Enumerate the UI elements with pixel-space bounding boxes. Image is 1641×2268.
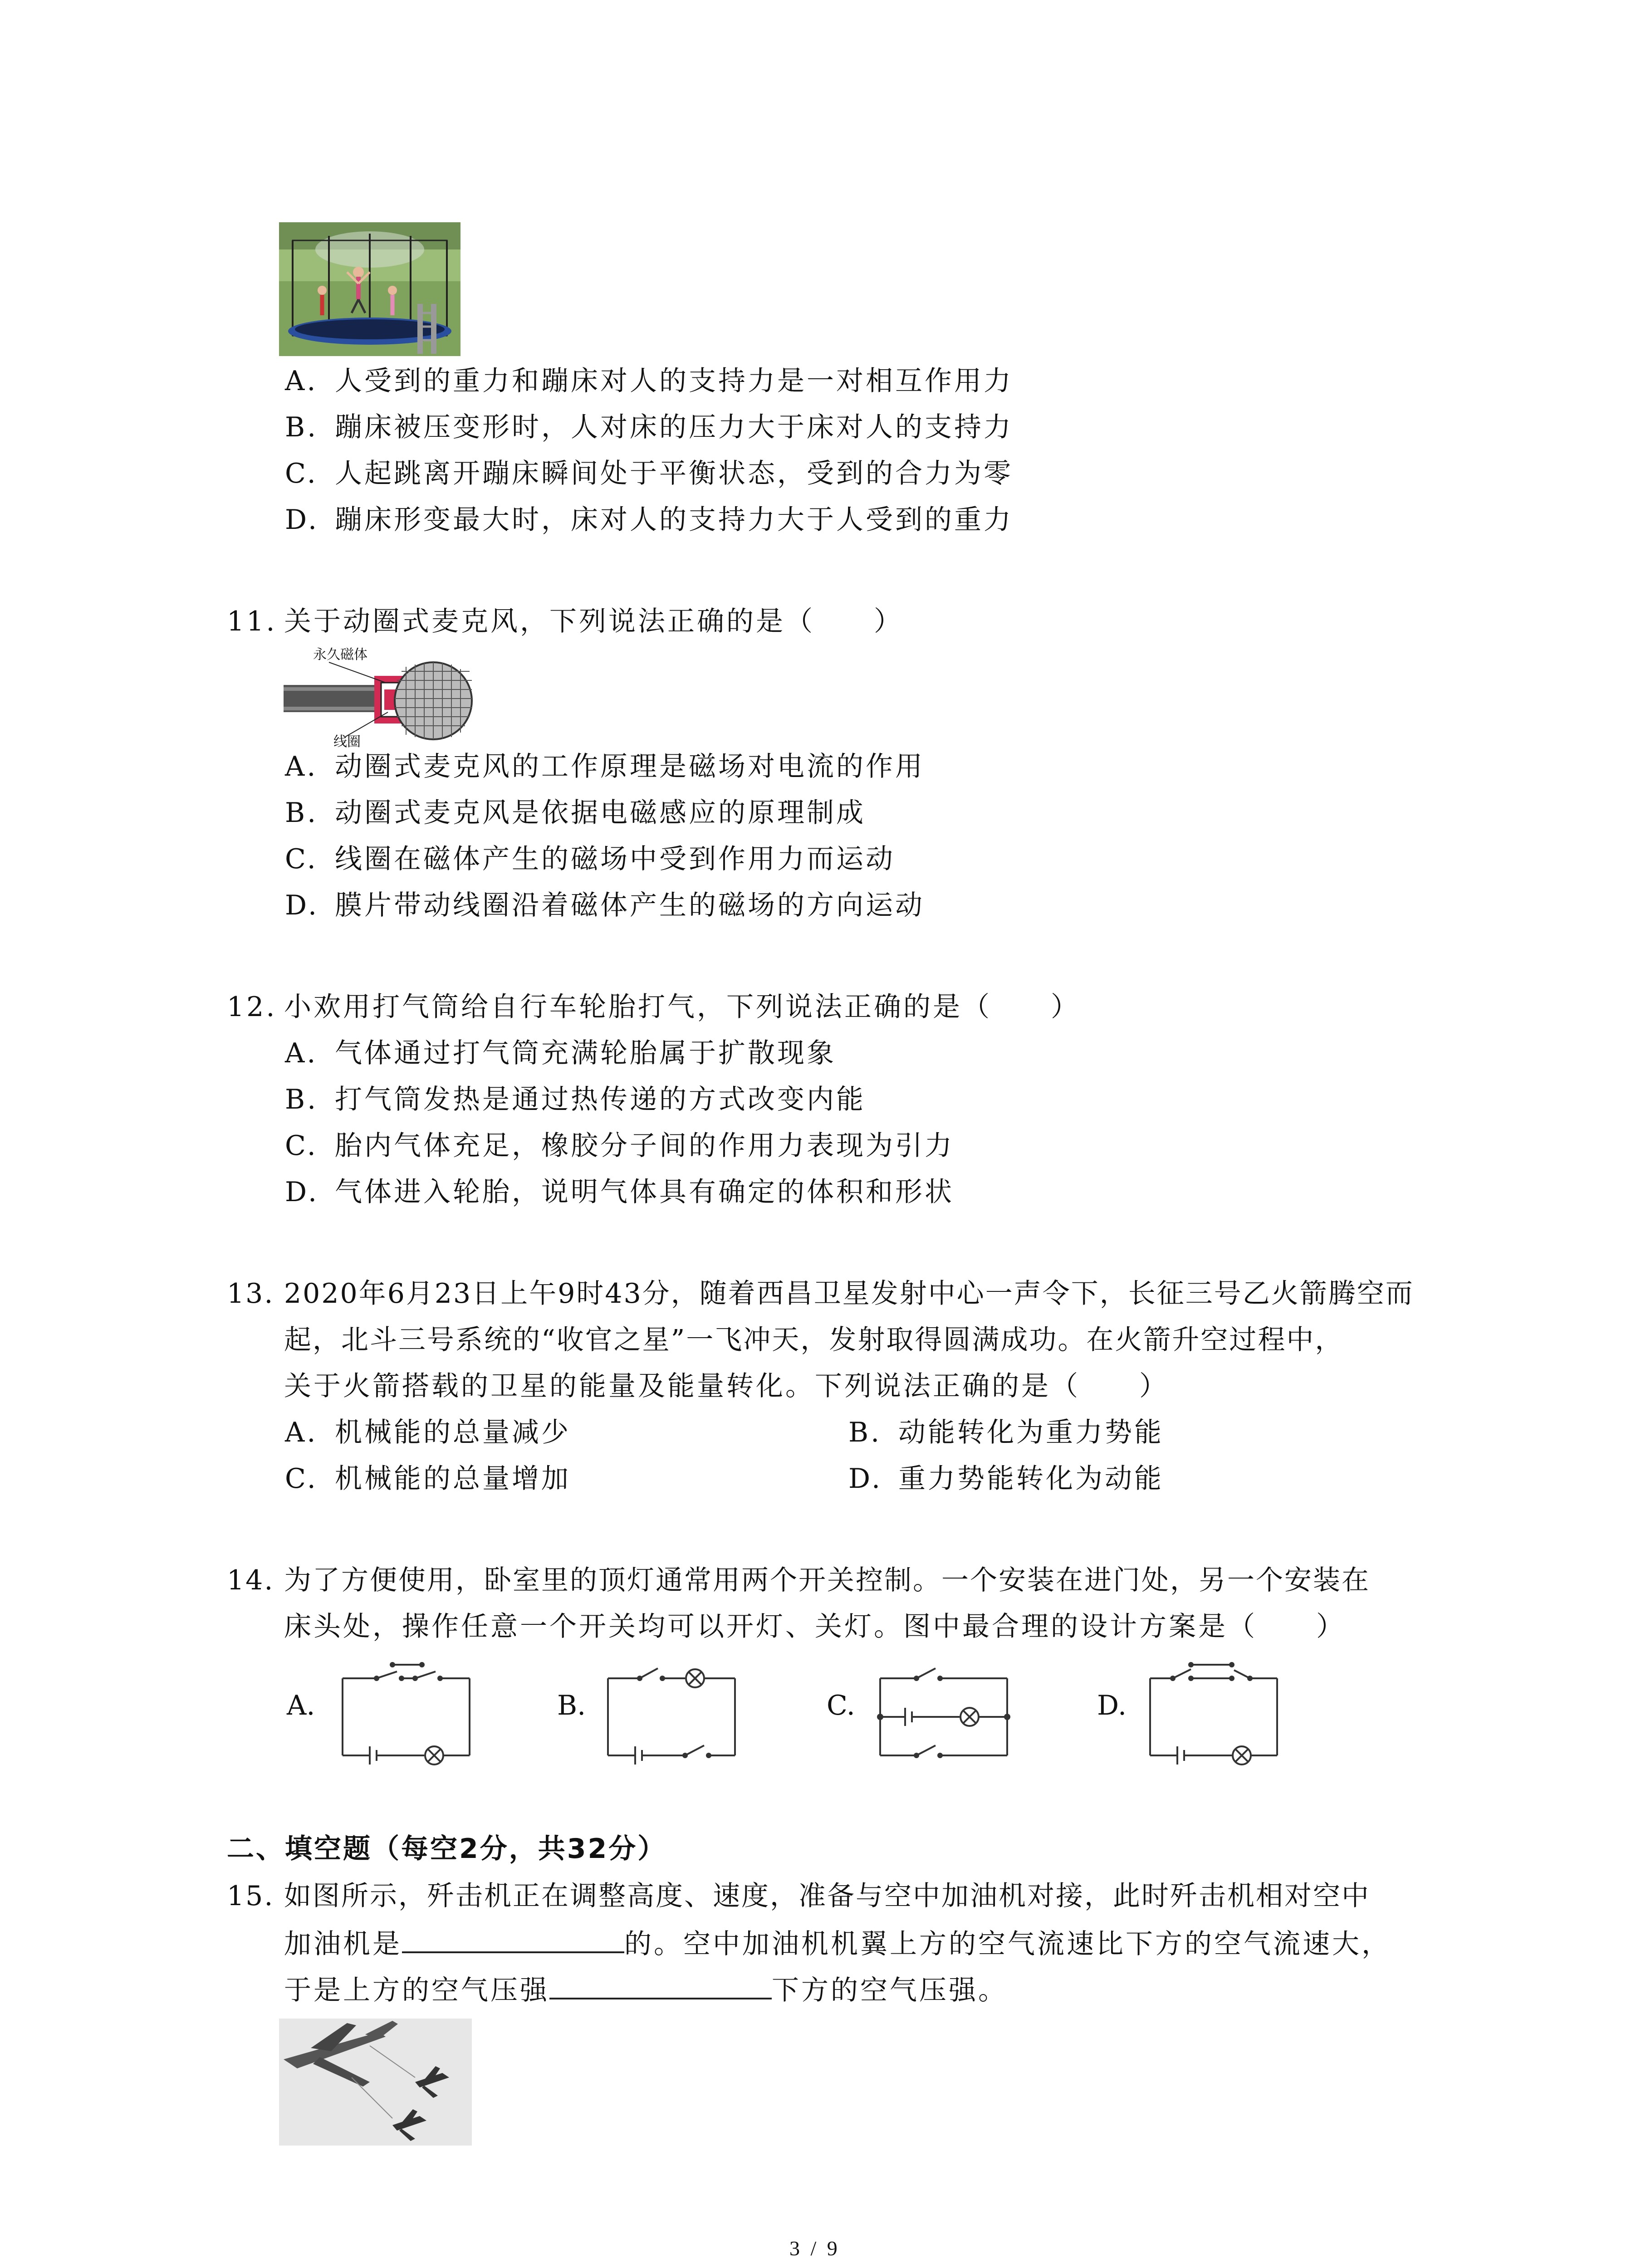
q10-option-d — [285, 502, 1013, 538]
option-text: 打气筒发热是通过热传递的方式改变内能 — [335, 1084, 866, 1115]
trampoline-photo — [279, 222, 460, 356]
option-label: A. — [285, 751, 318, 782]
option-label: C. — [285, 1130, 318, 1162]
circuit-d-label: D. — [1097, 1690, 1127, 1721]
magnet-label: 永久磁体 — [313, 647, 367, 663]
option-text: 线圈在磁体产生的磁场中受到作用力而运动 — [335, 843, 895, 875]
option-label: A. — [285, 365, 318, 397]
option-text: 蹦床被压变形时，人对床的压力大于床对人的支持力 — [335, 411, 1013, 443]
q13-stem-line-2 — [284, 1322, 1343, 1358]
circuit-diagram-d — [1141, 1651, 1286, 1774]
option-text: 机械能的总量增加 — [335, 1463, 571, 1495]
option-text: 动圈式麦克风的工作原理是磁场对电流的作用 — [335, 751, 925, 782]
page-number: 3 / 9 — [789, 2237, 840, 2260]
q12-option-b — [285, 1081, 866, 1118]
option-text: 动能转化为重力势能 — [898, 1417, 1164, 1448]
q12-stem — [227, 989, 1080, 1025]
section-title: 二、填空题（每空2分，共32分） — [227, 1833, 667, 1865]
question-text: 小欢用打气筒给自行车轮胎打气，下列说法正确的是（ ） — [284, 991, 1080, 1023]
question-number: 11. — [227, 606, 277, 637]
question-text: 加油机是 — [284, 1928, 402, 1960]
question-number: 14. — [227, 1564, 274, 1596]
option-text: 人起跳离开蹦床瞬间处于平衡状态，受到的合力为零 — [335, 458, 1013, 489]
circuit-diagram-a — [333, 1651, 479, 1774]
option-label: B. — [848, 1417, 882, 1448]
q11-option-c — [285, 841, 895, 877]
circuit-b-label: B. — [557, 1690, 586, 1721]
q11-stem — [227, 603, 903, 640]
circuit-a-label: A. — [287, 1690, 315, 1721]
option-text: 蹦床形变最大时，床对人的支持力大于人受到的重力 — [335, 504, 1013, 536]
question-text: 床头处，操作任意一个开关均可以开灯、关灯。图中最合理的设计方案是（ ） — [284, 1611, 1346, 1642]
option-text: 机械能的总量减少 — [335, 1417, 571, 1448]
q13-option-c — [285, 1461, 571, 1497]
option-label: B. — [285, 797, 318, 829]
question-text: 关于动圈式麦克风，下列说法正确的是（ ） — [284, 606, 903, 637]
option-label: D. — [285, 504, 319, 536]
q15-line-1 — [227, 1878, 1370, 1914]
q12-option-d — [285, 1174, 954, 1210]
option-label: D. — [285, 890, 319, 921]
q11-option-b — [285, 795, 866, 831]
option-text: 气体进入轮胎，说明气体具有确定的体积和形状 — [335, 1176, 954, 1208]
q13-option-b — [848, 1414, 1164, 1451]
q15-line-2 — [284, 1924, 1391, 1962]
microphone-diagram — [279, 644, 488, 748]
q12-option-a — [285, 1035, 836, 1071]
q15-line-3 — [284, 1970, 1008, 2009]
question-number: 13. — [227, 1278, 274, 1310]
q11-option-a — [285, 748, 925, 785]
q12-option-c — [285, 1128, 954, 1164]
question-text: 为了方便使用，卧室里的顶灯通常用两个开关控制。一个安装在进门处，另一个安装在 — [284, 1564, 1370, 1596]
option-label: C. — [285, 843, 318, 875]
question-text: 关于火箭搭载的卫星的能量及能量转化。下列说法正确的是（ ） — [284, 1370, 1169, 1402]
q10-option-c — [285, 455, 1013, 492]
q14-stem-line-2 — [284, 1608, 1346, 1645]
q11-option-d — [285, 887, 925, 924]
coil-label: 线圈 — [333, 734, 361, 750]
q13-stem-line-3 — [284, 1368, 1169, 1404]
circuit-diagram-c — [871, 1651, 1016, 1774]
q13-stem-line-1 — [227, 1276, 1414, 1312]
question-text: 的。空中加油机机翼上方的空气流速比下方的空气流速大， — [624, 1928, 1391, 1960]
option-text: 动圈式麦克风是依据电磁感应的原理制成 — [335, 797, 866, 829]
option-text: 人受到的重力和蹦床对人的支持力是一对相互作用力 — [335, 365, 1013, 397]
q10-option-b — [285, 409, 1013, 445]
q14-stem-line-1 — [227, 1562, 1370, 1598]
option-label: A. — [285, 1417, 318, 1448]
refueling-aircraft-photo — [279, 2019, 472, 2146]
question-text: 如图所示，歼击机正在调整高度、速度，准备与空中加油机对接，此时歼击机相对空中 — [284, 1880, 1370, 1912]
question-text: 2020年6月23日上午9时43分，随着西昌卫星发射中心一声令下，长征三号乙火箭腾空而 — [284, 1278, 1414, 1310]
option-text: 重力势能转化为动能 — [898, 1463, 1164, 1495]
option-label: B. — [285, 411, 318, 443]
question-text: 于是上方的空气压强 — [284, 1975, 549, 2006]
question-text: 下方的空气压强。 — [772, 1975, 1008, 2006]
q13-option-a — [285, 1414, 571, 1451]
circuit-diagram-b — [599, 1651, 744, 1774]
option-label: B. — [285, 1084, 318, 1115]
question-number: 12. — [227, 991, 277, 1023]
circuit-c-label: C. — [827, 1690, 855, 1721]
question-number: 15. — [227, 1880, 274, 1912]
answer-blank-2[interactable] — [549, 1970, 772, 1999]
q10-option-a — [285, 363, 1013, 399]
answer-blank-1[interactable] — [402, 1924, 624, 1953]
option-label: C. — [285, 458, 318, 489]
option-text: 胎内气体充足，橡胶分子间的作用力表现为引力 — [335, 1130, 954, 1162]
option-label: D. — [285, 1176, 319, 1208]
option-label: C. — [285, 1463, 318, 1495]
q13-option-d — [848, 1461, 1164, 1497]
option-label: A. — [285, 1037, 318, 1069]
question-text: 起，北斗三号系统的“收官之星”一飞冲天，发射取得圆满成功。在火箭升空过程中， — [284, 1324, 1344, 1356]
option-label: D. — [848, 1463, 883, 1495]
option-text: 膜片带动线圈沿着磁体产生的磁场的方向运动 — [335, 890, 925, 921]
option-text: 气体通过打气筒充满轮胎属于扩散现象 — [335, 1037, 836, 1069]
